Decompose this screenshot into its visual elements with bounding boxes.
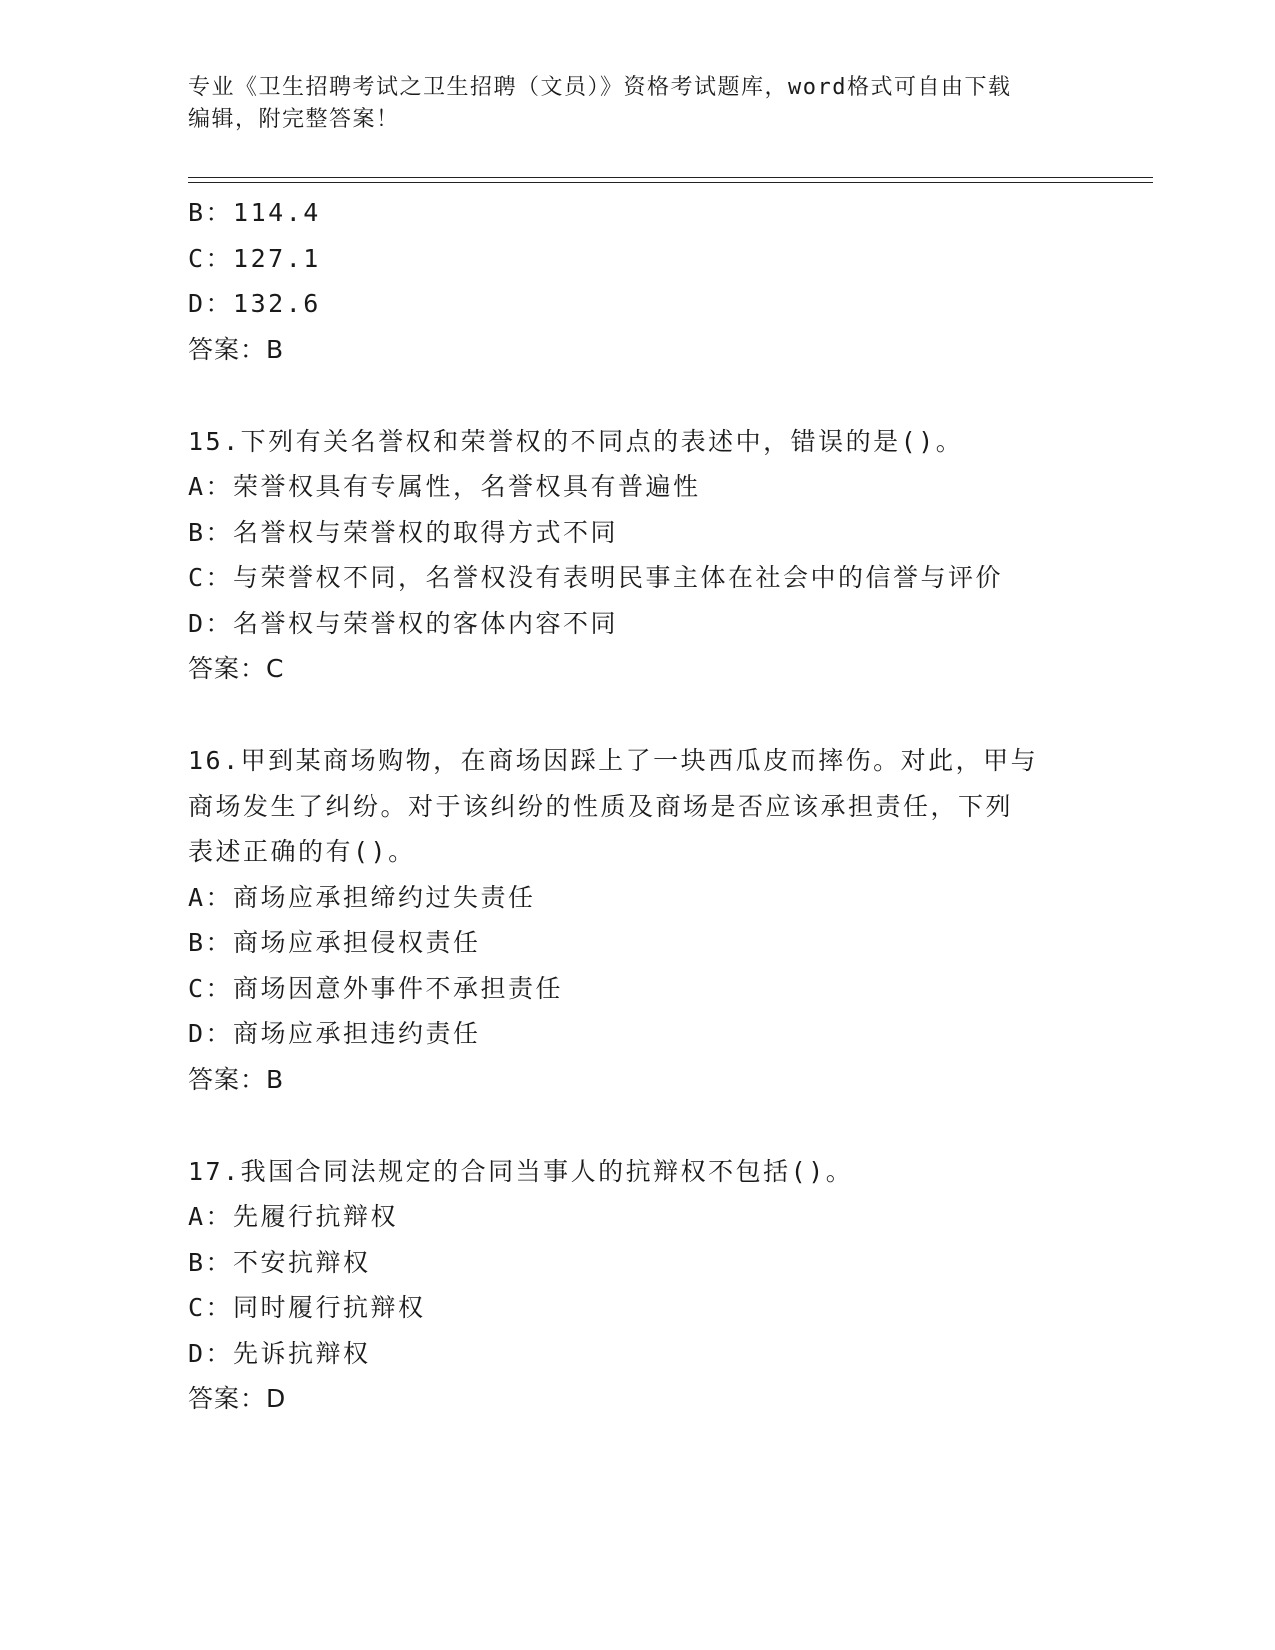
option-c: C：127.1 (188, 243, 321, 273)
option-b: B：商场应承担侵权责任 (188, 928, 481, 957)
question-stem: 17.我国合同法规定的合同当事人的抗辩权不包括()。 (188, 1156, 854, 1186)
answer-line: 答案：B (188, 1064, 285, 1094)
question-17 (188, 1149, 1108, 1423)
option-d: D：先诉抗辩权 (188, 1338, 371, 1368)
question-stem-line-1: 16.甲到某商场购物，在商场因踩上了一块西瓜皮而摔伤。对此，甲与 (188, 746, 1039, 775)
option-a: A：先履行抗辩权 (188, 1202, 399, 1231)
header-line-2: 编辑，附完整答案！ (188, 107, 400, 132)
answer-line: 答案：B (188, 334, 285, 364)
question-stem: 15.下列有关名誉权和荣誉权的不同点的表述中，错误的是()。 (188, 426, 964, 456)
question-stem-line-2: 商场发生了纠纷。对于该纠纷的性质及商场是否应该承担责任，下列 (188, 791, 1014, 821)
header-line-1: 专业《卫生招聘考试之卫生招聘（文员）》资格考试题库，word格式可自由下载 (188, 75, 1012, 100)
document-header (188, 72, 1088, 136)
question-16 (188, 738, 1108, 1103)
spacer (188, 1103, 1108, 1149)
header-divider-top (188, 177, 1153, 178)
option-b: B：不安抗辩权 (188, 1247, 371, 1277)
header-divider-bottom (188, 182, 1153, 183)
spacer (188, 692, 1108, 738)
option-d: D：132.6 (188, 289, 321, 318)
option-c: C：商场因意外事件不承担责任 (188, 973, 564, 1003)
question-15 (188, 419, 1108, 693)
answer-line: 答案：C (188, 654, 285, 683)
question-body (188, 190, 1108, 1422)
option-b: B：114.4 (188, 198, 321, 227)
spacer (188, 373, 1108, 419)
option-c: C：同时履行抗辩权 (188, 1293, 426, 1322)
option-d: D：商场应承担违约责任 (188, 1019, 481, 1048)
option-c: C：与荣誉权不同，名誉权没有表明民事主体在社会中的信誉与评价 (188, 563, 1004, 592)
option-d: D：名誉权与荣誉权的客体内容不同 (188, 608, 619, 638)
question-stem-line-3: 表述正确的有()。 (188, 837, 416, 866)
option-a: A：荣誉权具有专属性，名誉权具有普遍性 (188, 472, 701, 501)
option-a: A：商场应承担缔约过失责任 (188, 882, 536, 912)
option-b: B：名誉权与荣誉权的取得方式不同 (188, 517, 619, 547)
answer-line: 答案：D (188, 1384, 287, 1413)
prev-question-block (188, 190, 1108, 373)
